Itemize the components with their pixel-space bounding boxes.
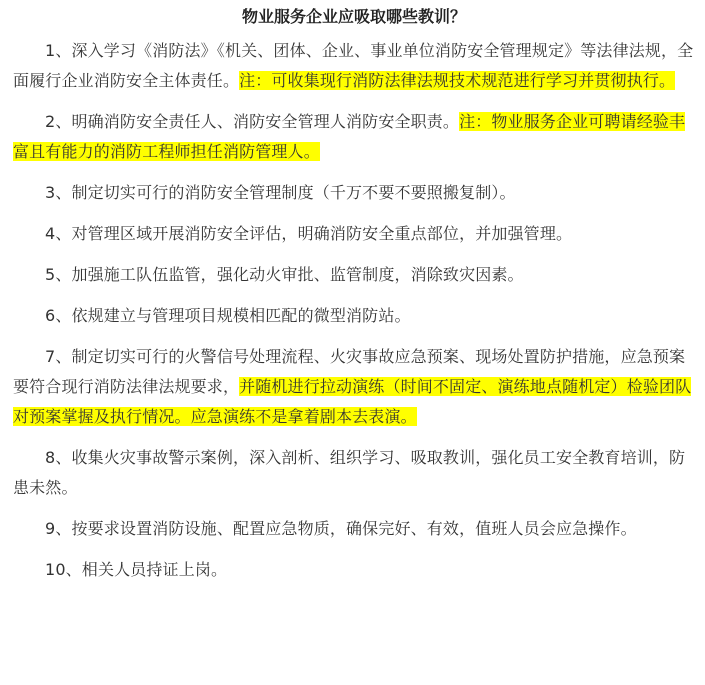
lesson-item-1 — [13, 36, 695, 96]
lesson-text-4: 4、对管理区域开展消防安全评估，明确消防安全重点部位，并加强管理。 — [45, 224, 573, 243]
lesson-item-9 — [13, 514, 695, 544]
lesson-item-2 — [13, 107, 695, 167]
lesson-item-8 — [13, 443, 695, 503]
article-title: 物业服务企业应吸取哪些教训？ — [241, 7, 466, 26]
lesson-item-3 — [13, 178, 695, 208]
lesson-text-10: 10、相关人员持证上岗。 — [45, 560, 228, 579]
lesson-text-3: 3、制定切实可行的消防安全管理制度（千万不要不要照搬复制）。 — [45, 183, 516, 202]
lesson-text-5: 5、加强施工队伍监管，强化动火审批、监管制度，消除致灾因素。 — [45, 265, 524, 284]
lesson-note-1: 注：可收集现行消防法律法规技术规范进行学习并贯彻执行。 — [239, 71, 676, 90]
lesson-item-6 — [13, 301, 695, 331]
lesson-item-4 — [13, 219, 695, 249]
lesson-item-5 — [13, 260, 695, 290]
lesson-text-7: 7、制定切实可行的火警信号处理流程、火灾事故应急预案、现场处置防护措施，应急预案要符合现行消防法律法规要求， — [13, 347, 686, 396]
lesson-item-7 — [13, 342, 695, 432]
lesson-text-1: 1、深入学习《消防法》《机关、团体、企业、事业单位消防安全管理规定》等法律法规，全面履行企业消防安全主体责任。 — [13, 41, 694, 90]
lesson-text-8: 8、收集火灾事故警示案例，深入剖析、组织学习、吸取教训，强化员工安全教育培训，防患未然。 — [13, 448, 686, 497]
lesson-note-7: 并随机进行拉动演练（时间不固定、演练地点随机定）检验团队对预案掌握及执行情况。应急演练不是拿着剧本去表演。 — [13, 377, 692, 426]
lesson-text-9: 9、按要求设置消防设施、配置应急物质，确保完好、有效，值班人员会应急操作。 — [45, 519, 637, 538]
lesson-note-2: 注：物业服务企业可聘请经验丰富且有能力的消防工程师担任消防管理人。 — [13, 112, 686, 161]
lesson-text-6: 6、依规建立与管理项目规模相匹配的微型消防站。 — [45, 306, 411, 325]
lesson-item-10 — [13, 555, 695, 585]
lesson-text-2: 2、明确消防安全责任人、消防安全管理人消防安全职责。 — [45, 112, 460, 131]
